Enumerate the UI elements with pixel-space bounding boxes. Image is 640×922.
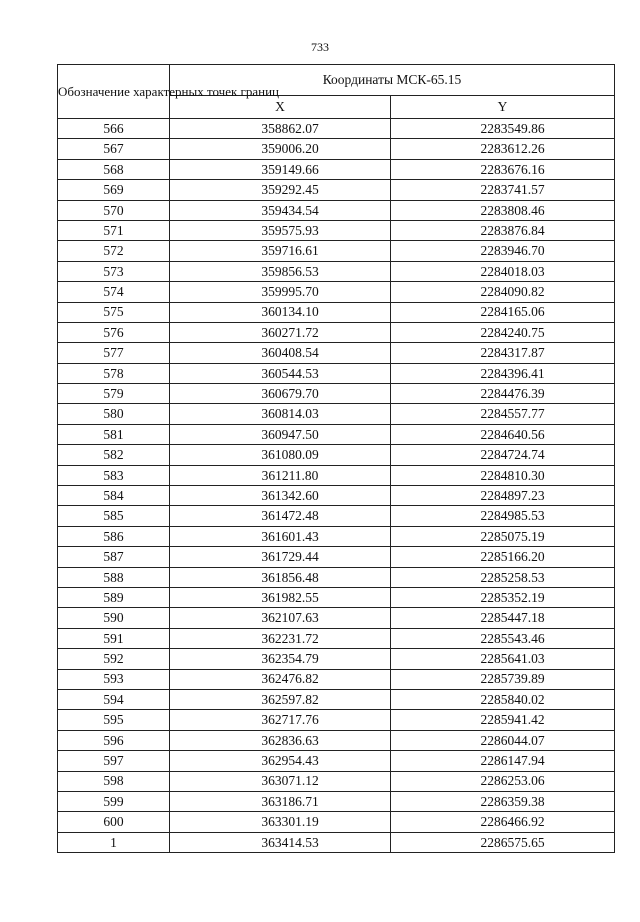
point-id-cell: 589 [58,587,170,607]
y-coordinate-cell: 2284396.41 [391,363,615,383]
point-id-cell: 576 [58,322,170,342]
point-id-cell: 582 [58,445,170,465]
point-id-cell: 572 [58,241,170,261]
point-id-cell: 599 [58,791,170,811]
point-id-cell: 590 [58,608,170,628]
point-id-cell: 1 [58,832,170,852]
table-row [58,302,615,322]
table-row [58,241,615,261]
y-coordinate-cell: 2285166.20 [391,547,615,567]
table-header [58,65,615,119]
x-coordinate-cell: 363414.53 [170,832,391,852]
point-id-cell: 592 [58,649,170,669]
x-coordinate-cell: 362597.82 [170,689,391,709]
y-coordinate-cell: 2285641.03 [391,649,615,669]
x-coordinate-cell: 361601.43 [170,526,391,546]
x-coordinate-cell: 361080.09 [170,445,391,465]
point-id-cell: 570 [58,200,170,220]
page-number: 733 [311,40,329,54]
y-coordinate-cell: 2285543.46 [391,628,615,648]
y-coordinate-cell: 2283808.46 [391,200,615,220]
x-coordinate-cell: 360814.03 [170,404,391,424]
header-row-top [58,65,615,96]
x-coordinate-cell: 363071.12 [170,771,391,791]
table-row [58,812,615,832]
y-coordinate-cell: 2284810.30 [391,465,615,485]
point-id-cell: 574 [58,282,170,302]
point-id-cell: 578 [58,363,170,383]
table-row [58,791,615,811]
table-row [58,547,615,567]
x-coordinate-cell: 360134.10 [170,302,391,322]
x-coordinate-cell: 361342.60 [170,486,391,506]
point-id-cell: 573 [58,261,170,281]
table-row [58,608,615,628]
x-coordinate-cell: 360544.53 [170,363,391,383]
y-coordinate-cell: 2284985.53 [391,506,615,526]
x-coordinate-cell: 361856.48 [170,567,391,587]
point-id-cell: 567 [58,139,170,159]
y-coordinate-cell: 2285352.19 [391,587,615,607]
point-id-cell: 591 [58,628,170,648]
x-coordinate-cell: 359995.70 [170,282,391,302]
y-coordinate-cell: 2283946.70 [391,241,615,261]
table-row [58,159,615,179]
x-coordinate-cell: 363186.71 [170,791,391,811]
table-row [58,506,615,526]
y-coordinate-cell: 2286044.07 [391,730,615,750]
table-row [58,445,615,465]
x-coordinate-cell: 361211.80 [170,465,391,485]
table-row [58,384,615,404]
coordinates-table [57,64,615,853]
point-id-cell: 575 [58,302,170,322]
x-coordinate-cell: 362836.63 [170,730,391,750]
point-id-cell: 598 [58,771,170,791]
table-row [58,322,615,342]
point-id-cell: 569 [58,180,170,200]
x-coordinate-cell: 362107.63 [170,608,391,628]
x-coordinate-cell: 359856.53 [170,261,391,281]
y-coordinate-cell: 2284165.06 [391,302,615,322]
table-row [58,363,615,383]
point-id-cell: 579 [58,384,170,404]
table-row [58,710,615,730]
header-coordinates: Координаты МСК-65.15 [170,65,615,96]
x-coordinate-cell: 359149.66 [170,159,391,179]
point-id-cell: 596 [58,730,170,750]
x-coordinate-cell: 362231.72 [170,628,391,648]
y-coordinate-cell: 2286575.65 [391,832,615,852]
y-coordinate-cell: 2285447.18 [391,608,615,628]
table-row [58,730,615,750]
table-row [58,180,615,200]
table-row [58,567,615,587]
y-coordinate-cell: 2284317.87 [391,343,615,363]
x-coordinate-cell: 362476.82 [170,669,391,689]
y-coordinate-cell: 2285840.02 [391,689,615,709]
x-coordinate-cell: 361982.55 [170,587,391,607]
x-coordinate-cell: 361729.44 [170,547,391,567]
y-coordinate-cell: 2284476.39 [391,384,615,404]
y-coordinate-cell: 2286147.94 [391,751,615,771]
x-coordinate-cell: 360679.70 [170,384,391,404]
table-row [58,343,615,363]
y-coordinate-cell: 2286253.06 [391,771,615,791]
point-id-cell: 595 [58,710,170,730]
point-id-cell: 587 [58,547,170,567]
y-coordinate-cell: 2286359.38 [391,791,615,811]
x-coordinate-cell: 360271.72 [170,322,391,342]
y-coordinate-cell: 2284640.56 [391,424,615,444]
table-row [58,119,615,139]
point-id-cell: 597 [58,751,170,771]
x-coordinate-cell: 362954.43 [170,751,391,771]
point-id-cell: 577 [58,343,170,363]
table-row [58,486,615,506]
table-row [58,751,615,771]
x-coordinate-cell: 360947.50 [170,424,391,444]
point-id-cell: 600 [58,812,170,832]
x-coordinate-cell: 359575.93 [170,220,391,240]
header-y: Y [391,96,615,119]
table-row [58,649,615,669]
y-coordinate-cell: 2284557.77 [391,404,615,424]
table-row [58,465,615,485]
x-coordinate-cell: 363301.19 [170,812,391,832]
point-id-cell: 594 [58,689,170,709]
table-row [58,689,615,709]
y-coordinate-cell: 2284897.23 [391,486,615,506]
y-coordinate-cell: 2285941.42 [391,710,615,730]
point-id-cell: 583 [58,465,170,485]
table-row [58,628,615,648]
point-id-cell: 566 [58,119,170,139]
y-coordinate-cell: 2283676.16 [391,159,615,179]
y-coordinate-cell: 2285258.53 [391,567,615,587]
x-coordinate-cell: 359292.45 [170,180,391,200]
table-row [58,282,615,302]
table-row [58,200,615,220]
table-row [58,526,615,546]
y-coordinate-cell: 2285739.89 [391,669,615,689]
x-coordinate-cell: 362717.76 [170,710,391,730]
table-row [58,220,615,240]
x-coordinate-cell: 360408.54 [170,343,391,363]
y-coordinate-cell: 2283549.86 [391,119,615,139]
x-coordinate-cell: 358862.07 [170,119,391,139]
y-coordinate-cell: 2284240.75 [391,322,615,342]
point-id-cell: 571 [58,220,170,240]
y-coordinate-cell: 2285075.19 [391,526,615,546]
point-id-cell: 593 [58,669,170,689]
table-row [58,424,615,444]
point-id-cell: 588 [58,567,170,587]
y-coordinate-cell: 2284724.74 [391,445,615,465]
point-id-cell: 568 [58,159,170,179]
table-row [58,771,615,791]
x-coordinate-cell: 359434.54 [170,200,391,220]
y-coordinate-cell: 2283612.26 [391,139,615,159]
header-x: X [170,96,391,119]
y-coordinate-cell: 2283876.84 [391,220,615,240]
x-coordinate-cell: 362354.79 [170,649,391,669]
point-id-cell: 580 [58,404,170,424]
table-row [58,404,615,424]
table-row [58,139,615,159]
y-coordinate-cell: 2284018.03 [391,261,615,281]
table-row [58,587,615,607]
table-row [58,669,615,689]
header-points: Обозначение характерных точек границ [58,65,170,119]
y-coordinate-cell: 2284090.82 [391,282,615,302]
y-coordinate-cell: 2283741.57 [391,180,615,200]
point-id-cell: 584 [58,486,170,506]
table-body [58,119,615,853]
y-coordinate-cell: 2286466.92 [391,812,615,832]
point-id-cell: 585 [58,506,170,526]
table-row [58,832,615,852]
x-coordinate-cell: 359006.20 [170,139,391,159]
point-id-cell: 586 [58,526,170,546]
x-coordinate-cell: 359716.61 [170,241,391,261]
point-id-cell: 581 [58,424,170,444]
x-coordinate-cell: 361472.48 [170,506,391,526]
table-row [58,261,615,281]
